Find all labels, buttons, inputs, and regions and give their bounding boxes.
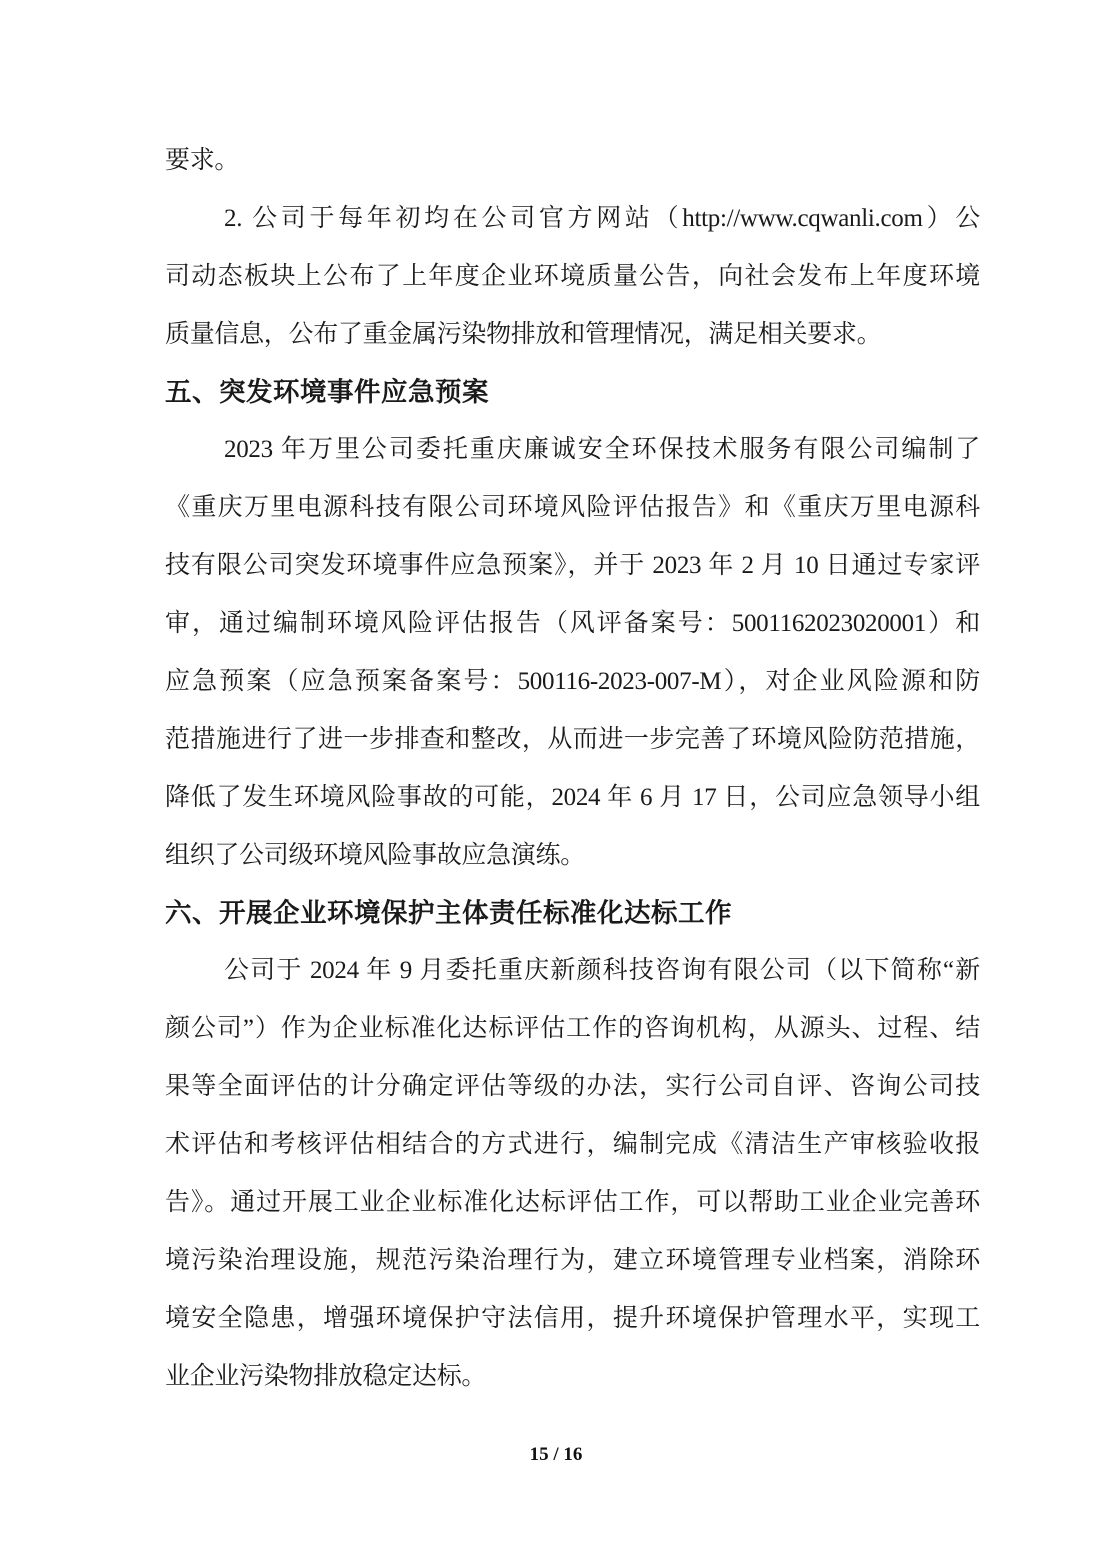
text-line: 术评估和考核评估相结合的方式进行，编制完成《清洁生产审核验收报 — [165, 1131, 980, 1159]
text-line: 业企业污染物排放稳定达标。 — [165, 1362, 487, 1390]
text-line: 司动态板块上公布了上年度企业环境质量公告，向社会发布上年度环境 — [165, 262, 980, 290]
section-heading: 五、突发环境事件应急预案 — [165, 376, 489, 407]
document-body — [165, 132, 980, 1406]
text-line: 公司于 2024 年 9 月委托重庆新颜科技咨询有限公司（以下简称“新 — [224, 957, 980, 985]
text-line: 境污染治理设施，规范污染治理行为，建立环境管理专业档案，消除环 — [165, 1246, 980, 1274]
text-line: 2023 年万里公司委托重庆廉诚安全环保技术服务有限公司编制了 — [224, 436, 980, 464]
text-line: 告》。通过开展工业企业标准化达标评估工作，可以帮助工业企业完善环 — [165, 1189, 980, 1217]
section-heading: 六、开展企业环境保护主体责任标准化达标工作 — [165, 897, 732, 928]
text-line: 审，通过编制环境风险评估报告（风评备案号：5001162023020001）和 — [165, 610, 980, 638]
text-line: 质量信息，公布了重金属污染物排放和管理情况，满足相关要求。 — [165, 320, 882, 348]
text-line: 颜公司”）作为企业标准化达标评估工作的咨询机构，从源头、过程、结 — [165, 1015, 980, 1043]
text-line: 组织了公司级环境风险事故应急演练。 — [165, 841, 585, 869]
text-line: 降低了发生环境风险事故的可能，2024 年 6 月 17 日，公司应急领导小组 — [165, 783, 980, 811]
page-number: 15 / 16 — [529, 1444, 583, 1465]
text-line: 境安全隐患，增强环境保护守法信用，提升环境保护管理水平，实现工 — [165, 1304, 980, 1332]
text-line: 2. 公司于每年初均在公司官方网站（http://www.cqwanli.com）公 — [224, 204, 980, 232]
text-line: 范措施进行了进一步排查和整改，从而进一步完善了环境风险防范措施， — [165, 725, 980, 753]
text-line: 《重庆万里电源科技有限公司环境风险评估报告》和《重庆万里电源科 — [165, 494, 980, 522]
text-line: 应急预案（应急预案备案号：500116-2023-007-M），对企业风险源和防 — [165, 668, 980, 696]
text-line: 果等全面评估的计分确定评估等级的办法，实行公司自评、咨询公司技 — [165, 1073, 980, 1101]
text-line: 技有限公司突发环境事件应急预案》，并于 2023 年 2 月 10 日通过专家评 — [165, 552, 980, 580]
text-line: 要求。 — [165, 147, 240, 174]
